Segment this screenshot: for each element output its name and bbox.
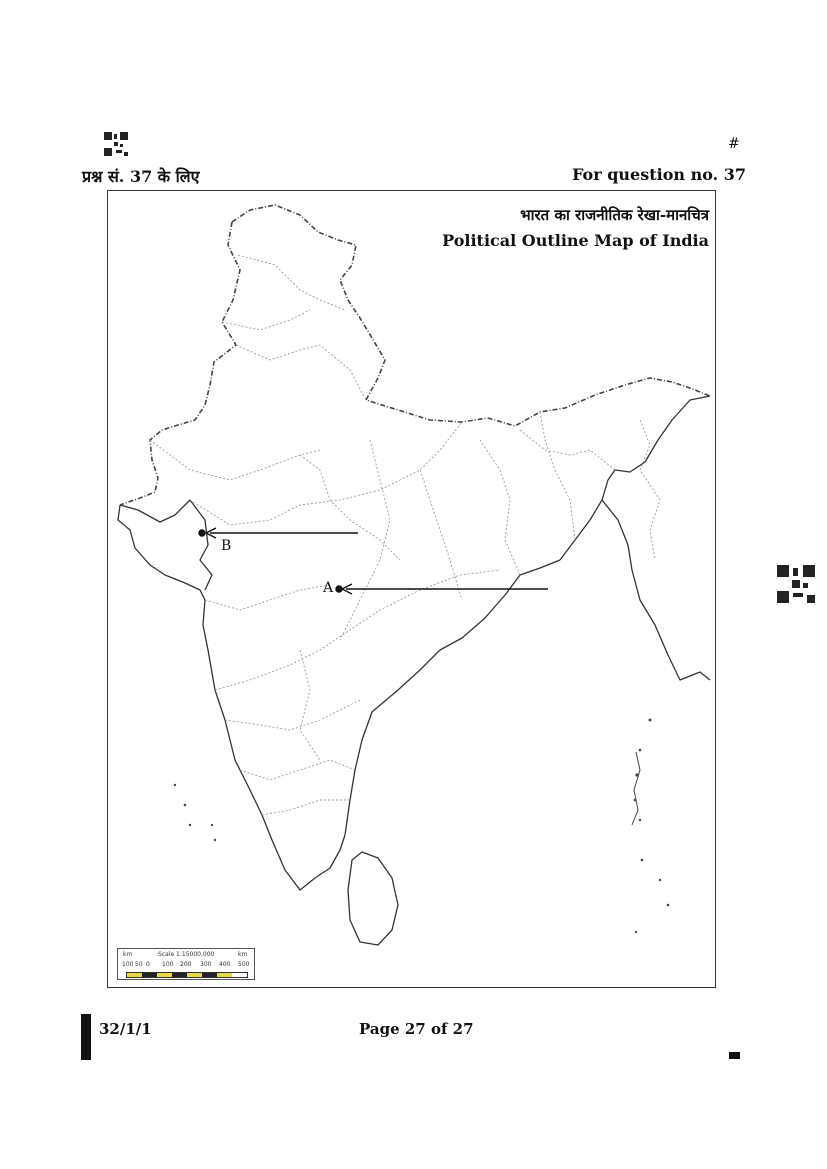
label-a: A <box>323 580 334 596</box>
scale-tick: 50 <box>135 961 143 968</box>
scale-tick: 400 <box>219 961 231 968</box>
map-title-english: Political Outline Map of India <box>442 231 709 250</box>
scale-unit-right: km <box>238 951 248 958</box>
scale-tick: 100 <box>122 961 134 968</box>
scale-tick: 300 <box>200 961 212 968</box>
scale-tick: 100 <box>162 961 174 968</box>
point-b <box>199 530 205 536</box>
question-label-english: For question no. 37 <box>572 165 746 184</box>
scale-caption: Scale 1:15000,000 <box>158 951 215 958</box>
map-title-hindi: भारत का राजनीतिक रेखा-मानचित्र <box>520 206 709 224</box>
hash-mark: # <box>728 136 740 152</box>
label-b: B <box>221 538 232 554</box>
scale-tick: 200 <box>180 961 192 968</box>
scale-unit-left: km <box>123 951 133 958</box>
point-a <box>336 586 342 592</box>
paper-code: 32/1/1 <box>99 1020 152 1038</box>
scale-tick: 0 <box>146 961 150 968</box>
question-label-hindi: प्रश्न सं. 37 के लिए <box>82 167 200 186</box>
page-number: Page 27 of 27 <box>359 1020 474 1038</box>
footer-corner-mark <box>729 1052 740 1059</box>
footer-bar-mark <box>81 1014 91 1060</box>
scale-bar <box>126 972 248 978</box>
map-scale <box>117 948 255 980</box>
scale-tick: 500 <box>238 961 250 968</box>
